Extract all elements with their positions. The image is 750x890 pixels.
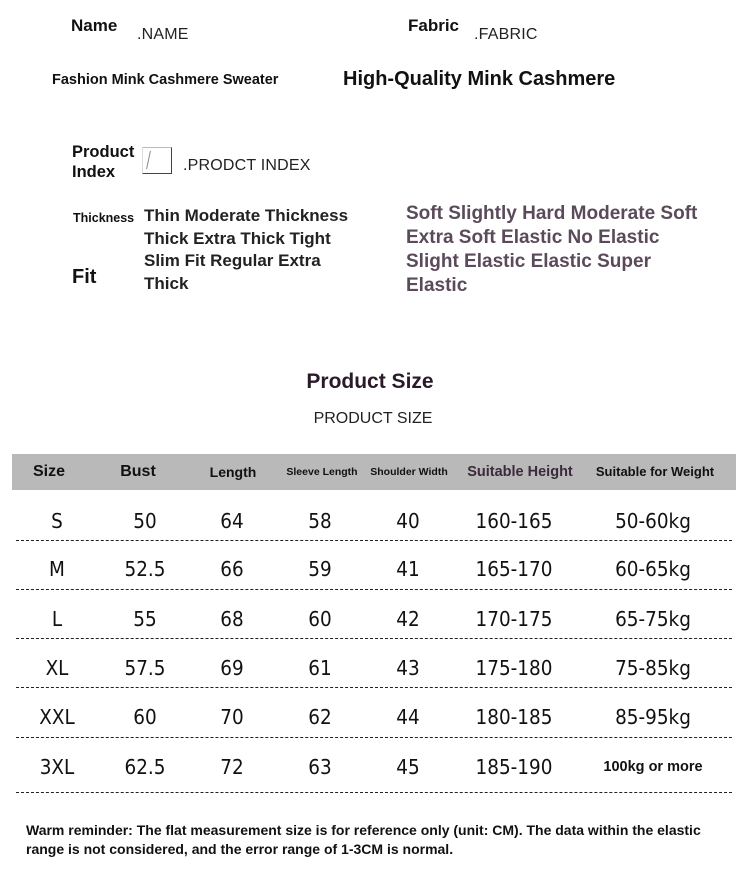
cell-sleeve-length: 63 (308, 755, 332, 779)
row-divider (16, 638, 732, 639)
cell-suitable-weight: 60-65kg (615, 557, 691, 581)
cell-suitable-weight: 100kg or more (603, 759, 703, 775)
row-divider (16, 792, 732, 793)
cell-bust: 52.5 (124, 557, 166, 581)
header-shoulder-width: Shoulder Width (370, 466, 448, 478)
product-index-label-line1: Product (72, 143, 135, 161)
cell-suitable-weight: 50-60kg (615, 509, 691, 533)
header-length: Length (209, 464, 257, 480)
cell-suitable-height: 165-170 (475, 557, 553, 581)
cell-sleeve-length: 58 (308, 509, 332, 533)
cell-length: 70 (220, 705, 244, 729)
cell-suitable-weight: 75-85kg (615, 656, 691, 680)
cell-shoulder-width: 40 (396, 509, 420, 533)
cell-suitable-height: 170-175 (475, 607, 553, 631)
fit-label: Fit (72, 266, 97, 288)
cell-sleeve-length: 61 (308, 656, 332, 680)
row-divider (16, 687, 732, 688)
cell-bust: 55 (133, 607, 157, 631)
cell-shoulder-width: 43 (396, 656, 420, 680)
cell-bust: 50 (133, 509, 157, 533)
row-divider (16, 589, 732, 590)
cell-shoulder-width: 44 (396, 705, 420, 729)
cell-size: L (51, 607, 63, 631)
cell-suitable-height: 185-190 (475, 755, 553, 779)
cell-suitable-height: 160-165 (475, 509, 553, 533)
cell-size: XL (45, 656, 69, 680)
thickness-fit-values: Thin Moderate Thickness Thick Extra Thick Tight Slim Fit Regular Extra Thick (144, 206, 349, 293)
cell-bust: 57.5 (124, 656, 166, 680)
cell-shoulder-width: 45 (396, 755, 420, 779)
name-label: Name (71, 16, 118, 35)
header-sleeve-length: Sleeve Length (286, 466, 358, 478)
cell-length: 69 (220, 656, 244, 680)
row-divider (16, 737, 732, 738)
cell-suitable-height: 175-180 (475, 656, 553, 680)
cell-sleeve-length: 62 (308, 705, 332, 729)
warm-reminder: Warm reminder: The flat measurement size is for reference only (unit: CM). The data within the elastic range is not considered, and the error range of 1-3CM is normal. (26, 822, 701, 857)
cell-sleeve-length: 59 (308, 557, 332, 581)
product-index-label (72, 142, 134, 182)
cell-length: 64 (220, 509, 244, 533)
cell-suitable-height: 180-185 (475, 705, 553, 729)
product-name: Fashion Mink Cashmere Sweater (52, 72, 279, 88)
cell-shoulder-width: 41 (396, 557, 420, 581)
cell-size: M (49, 557, 65, 581)
cell-length: 68 (220, 607, 244, 631)
cell-size: S (51, 509, 63, 533)
size-section-title: Product Size (306, 370, 434, 393)
name-subtitle: .NAME (137, 26, 189, 43)
fabric-label: Fabric (408, 16, 460, 35)
header-suitable-height: Suitable Height (467, 464, 573, 480)
cell-size: XXL (39, 705, 75, 729)
cell-shoulder-width: 42 (396, 607, 420, 631)
cell-length: 66 (220, 557, 244, 581)
fabric-value: High-Quality Mink Cashmere (343, 68, 616, 90)
cell-sleeve-length: 60 (308, 607, 332, 631)
cell-bust: 62.5 (124, 755, 166, 779)
cell-length: 72 (220, 755, 244, 779)
softness-elasticity-values: Soft Slightly Hard Moderate Soft Extra Soft Elastic No Elastic Slight Elastic Elastic Super Elastic (406, 203, 698, 296)
cell-bust: 60 (133, 705, 157, 729)
cell-suitable-weight: 65-75kg (615, 607, 691, 631)
product-index-label-line2: Index (72, 163, 116, 181)
header-suitable-weight: Suitable for Weight (595, 464, 715, 479)
product-index-subtitle: .PRODCT INDEX (183, 157, 311, 174)
cell-suitable-weight: 85-95kg (615, 705, 691, 729)
thickness-label: Thickness (73, 211, 135, 225)
fabric-subtitle: .FABRIC (474, 26, 538, 43)
header-size: Size (32, 463, 65, 480)
index-frame-icon (142, 147, 172, 174)
size-section-subtitle: PRODUCT SIZE (313, 410, 433, 427)
header-bust: Bust (120, 463, 156, 480)
cell-size: 3XL (39, 755, 75, 779)
row-divider (16, 540, 732, 541)
size-table-header (12, 454, 736, 490)
